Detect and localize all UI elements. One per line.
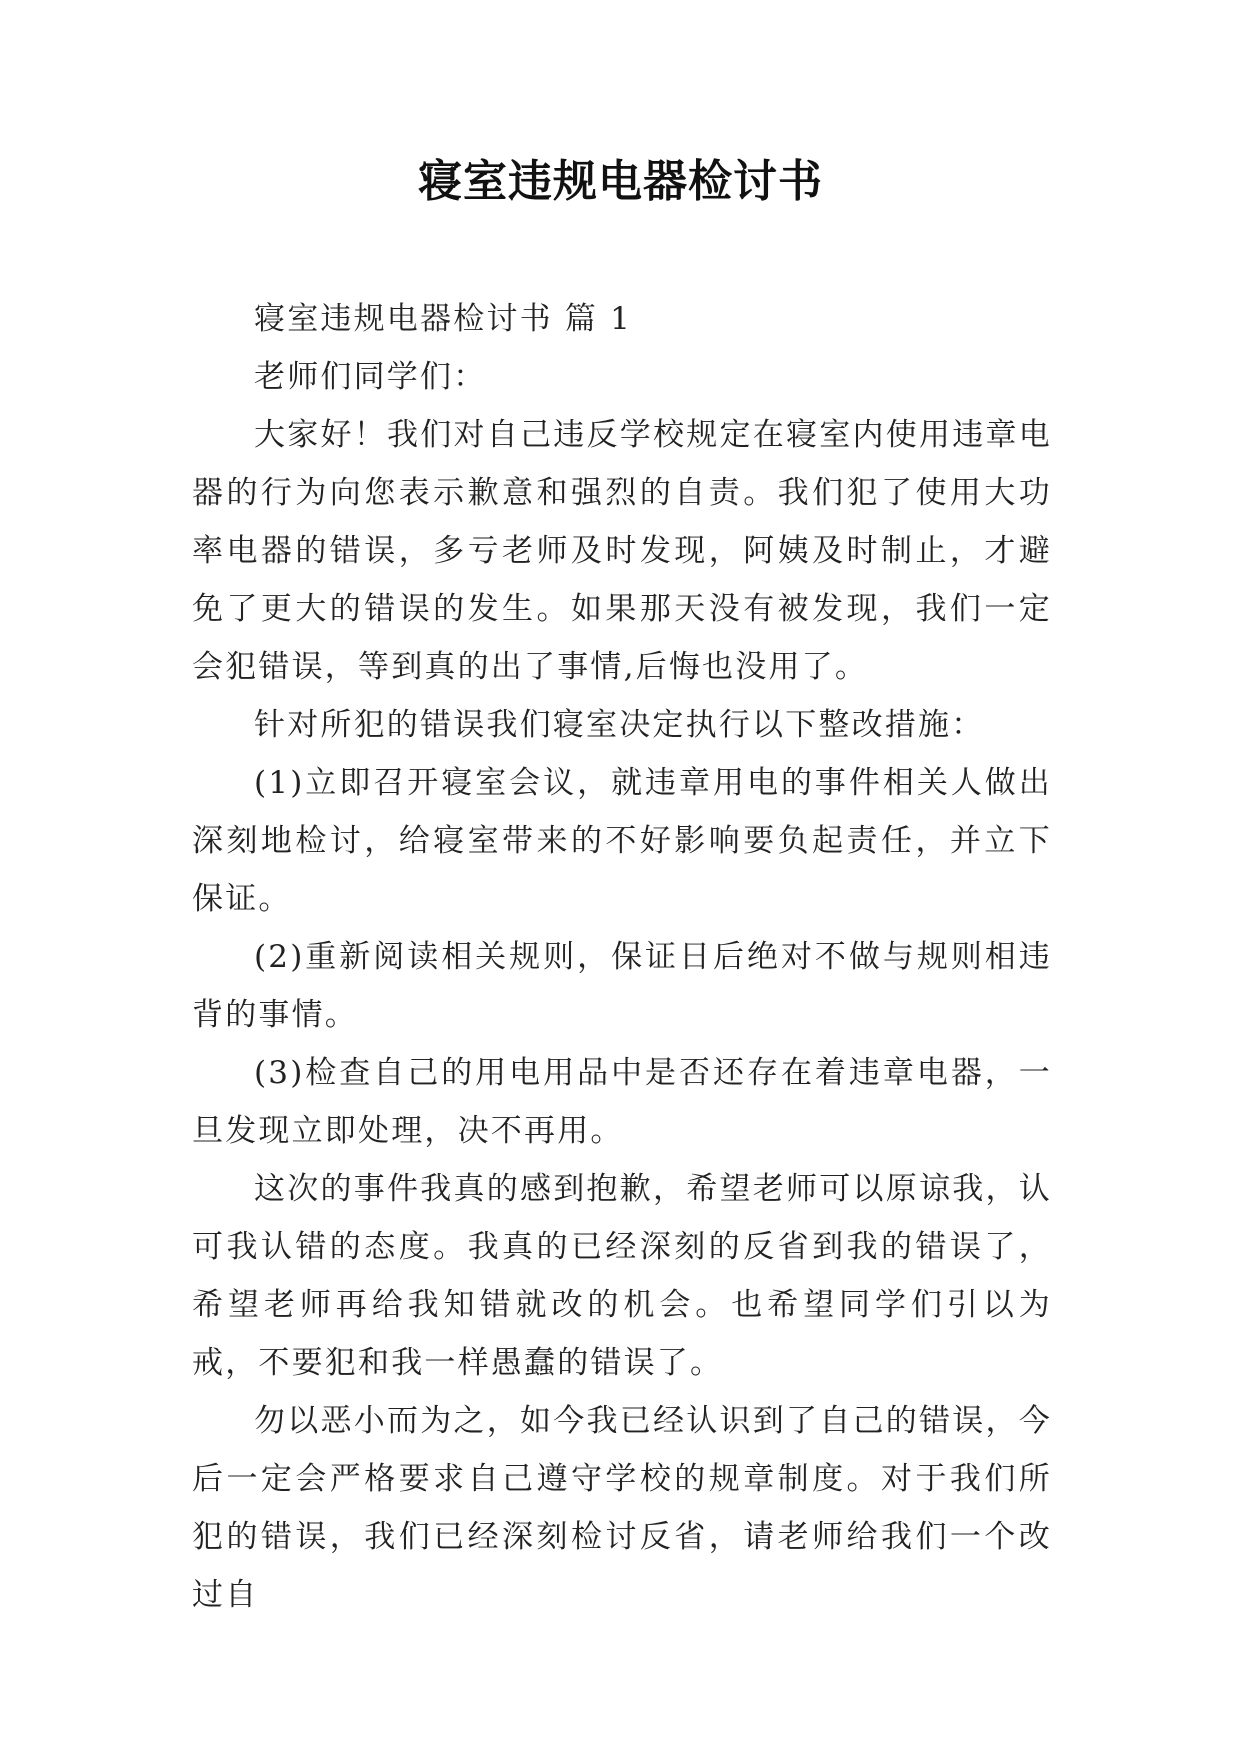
paragraph-resolution: 勿以恶小而为之，如今我已经认识到了自己的错误，今后一定会严格要求自己遵守学校的规章制度。对于我们所犯的错误，我们已经深刻检讨反省，请老师给我们一个改过自 — [192, 1403, 1052, 1613]
document-title: 寝室违规电器检讨书 — [418, 156, 823, 207]
paragraph-measures-intro: 针对所犯的错误我们寝室决定执行以下整改措施： — [254, 707, 985, 743]
paragraph-measure-3: (3)检查自己的用电用品中是否还存在着违章电器，一旦发现立即处理，决不再用。 — [192, 1055, 1052, 1149]
paragraph-measure-2: (2)重新阅读相关规则，保证日后绝对不做与规则相违背的事情。 — [192, 939, 1052, 1033]
salutation: 老师们同学们： — [254, 359, 487, 395]
section-heading: 寝室违规电器检讨书 篇 1 — [254, 301, 633, 337]
paragraph-apology: 大家好！我们对自己违反学校规定在寝室内使用违章电器的行为向您表示歉意和强烈的自责。我们犯了使用大功率电器的错误，多亏老师及时发现，阿姨及时制止，才避免了更大的错误的发生。如果那天没有被发现，我们一定会犯错误，等到真的出了事情,后悔也没用了。 — [192, 417, 1052, 685]
document-body — [192, 290, 1052, 1624]
paragraph-regret: 这次的事件我真的感到抱歉，希望老师可以原谅我，认可我认错的态度。我真的已经深刻的反省到我的错误了，希望老师再给我知错就改的机会。也希望同学们引以为戒，不要犯和我一样愚蠢的错误了。 — [192, 1171, 1052, 1381]
paragraph-measure-1: (1)立即召开寝室会议，就违章用电的事件相关人做出深刻地检讨，给寝室带来的不好影响要负起责任，并立下保证。 — [192, 765, 1052, 917]
